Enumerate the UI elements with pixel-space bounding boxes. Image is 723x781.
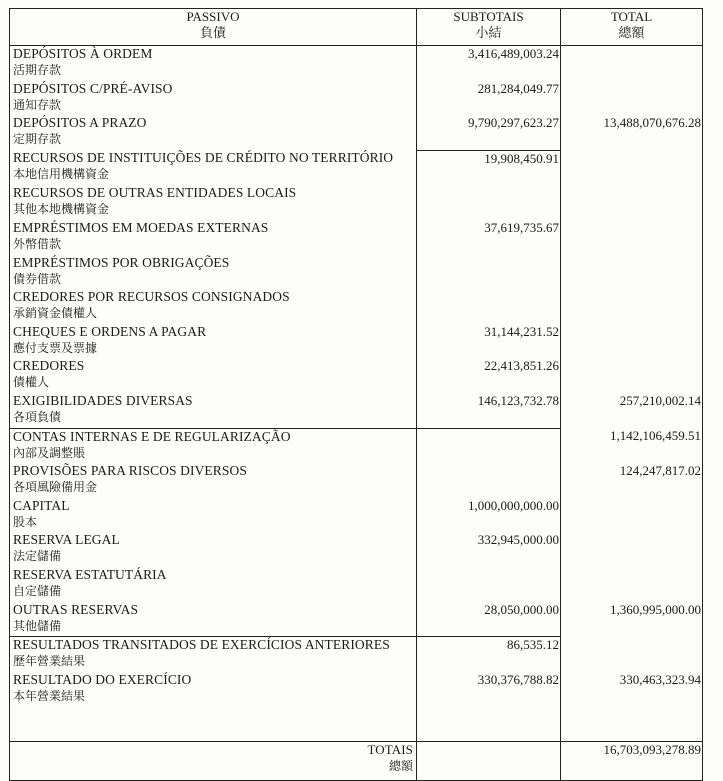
row-subtotal — [417, 185, 561, 220]
row-label-pt: CREDORES POR RECURSOS CONSIGNADOS — [13, 289, 290, 305]
row-label-zh: 各項負債 — [13, 409, 62, 424]
row-label-zh: 法定儲備 — [13, 549, 62, 564]
subtotal-value: 281,284,049.77 — [477, 80, 559, 96]
table-row — [10, 463, 703, 498]
row-label — [10, 428, 417, 463]
row-label-pt: RESERVA ESTATUTÁRIA — [13, 566, 167, 582]
subtotal-value: 22,413,851.26 — [484, 358, 559, 374]
row-label-pt: RECURSOS DE INSTITUIÇÕES DE CRÉDITO NO TERRITÓRIO — [13, 150, 394, 166]
row-total — [561, 46, 703, 81]
table-row — [10, 428, 703, 463]
row-total — [561, 567, 703, 602]
row-label-zh: 本地信用機構資金 — [13, 167, 110, 182]
row-label — [10, 220, 417, 255]
spacer-row — [10, 706, 703, 741]
row-subtotal — [417, 220, 561, 255]
row-total — [561, 637, 703, 672]
table-row — [10, 115, 703, 150]
row-label-zh: 本年營業結果 — [13, 688, 86, 703]
row-label-zh: 外幣借款 — [13, 236, 62, 251]
row-label-zh: 通知存款 — [13, 97, 62, 112]
subtotal-value: 1,000,000,000.00 — [468, 497, 559, 513]
row-subtotal — [417, 637, 561, 672]
row-total — [561, 150, 703, 185]
header-subtotais-pt: SUBTOTAIS — [453, 9, 524, 24]
row-label — [10, 46, 417, 81]
row-total — [561, 255, 703, 290]
subtotal-value: 31,144,231.52 — [484, 323, 559, 339]
row-label-zh: 自定儲備 — [13, 583, 62, 598]
row-total — [561, 220, 703, 255]
table-row — [10, 185, 703, 220]
subtotal-value: 3,416,489,003.24 — [468, 46, 559, 61]
table-row — [10, 637, 703, 672]
row-subtotal — [417, 498, 561, 533]
table-row — [10, 289, 703, 324]
header-total-pt: TOTAL — [610, 9, 653, 24]
table-row — [10, 46, 703, 81]
total-value: 330,463,323.94 — [619, 671, 701, 687]
row-subtotal — [417, 115, 561, 150]
subtotal-value: 146,123,732.78 — [477, 392, 559, 408]
totals-label-pt: TOTAIS — [367, 741, 413, 757]
row-label-pt: CHEQUES E ORDENS A PAGAR — [13, 323, 207, 339]
row-total — [561, 115, 703, 150]
subtotal-value: 19,908,450.91 — [484, 150, 559, 166]
row-label — [10, 324, 417, 359]
header-total — [561, 9, 703, 46]
row-label-pt: EMPRÉSTIMOS POR OBRIGAÇÕES — [13, 254, 230, 270]
row-label-pt: RESERVA LEGAL — [13, 532, 120, 548]
header-passivo-zh: 負債 — [199, 25, 226, 40]
row-subtotal — [417, 463, 561, 498]
row-label-zh: 歷年營業結果 — [13, 654, 86, 669]
subtotal-value: 37,619,735.67 — [484, 219, 559, 235]
total-value: 257,210,002.14 — [619, 392, 701, 408]
row-label-pt: OUTRAS RESERVAS — [13, 601, 139, 617]
table-row — [10, 358, 703, 393]
row-total — [561, 428, 703, 463]
row-subtotal — [417, 81, 561, 116]
totals-label-zh: 總額 — [388, 758, 413, 773]
row-label — [10, 637, 417, 672]
row-subtotal — [417, 672, 561, 707]
row-label-pt: CREDORES — [13, 358, 85, 374]
total-value: 124,247,817.02 — [619, 463, 701, 479]
table-row — [10, 498, 703, 533]
row-label-pt: DEPÓSITOS À ORDEM — [13, 46, 153, 61]
row-label-pt: RESULTADOS TRANSITADOS DE EXERCÍCIOS ANTERIORES — [13, 637, 390, 653]
row-label-pt: DEPÓSITOS A PRAZO — [13, 115, 147, 131]
table-row — [10, 81, 703, 116]
row-label — [10, 672, 417, 707]
row-subtotal — [417, 255, 561, 290]
row-label — [10, 567, 417, 602]
table-row — [10, 567, 703, 602]
row-label-pt: RECURSOS DE OUTRAS ENTIDADES LOCAIS — [13, 185, 297, 201]
row-total — [561, 498, 703, 533]
row-label-zh: 各項風險備用金 — [13, 480, 98, 495]
table-row — [10, 393, 703, 428]
row-total — [561, 81, 703, 116]
row-label — [10, 185, 417, 220]
row-subtotal — [417, 358, 561, 393]
subtotal-value: 332,945,000.00 — [477, 532, 559, 548]
subtotal-value: 330,376,788.82 — [477, 671, 559, 687]
subtotal-value: 9,790,297,623.27 — [468, 115, 559, 131]
row-label — [10, 358, 417, 393]
totals-total-value: 16,703,093,278.89 — [603, 741, 701, 757]
header-subtotais — [417, 9, 561, 46]
table-row — [10, 255, 703, 290]
row-total — [561, 358, 703, 393]
header-passivo-pt: PASSIVO — [186, 9, 240, 24]
table-row — [10, 220, 703, 255]
row-total — [561, 602, 703, 637]
subtotal-value: 28,050,000.00 — [484, 601, 559, 617]
subtotal-value: 86,535.12 — [507, 637, 559, 653]
table-row — [10, 324, 703, 359]
row-total — [561, 672, 703, 707]
row-label-pt: CAPITAL — [13, 497, 70, 513]
row-label-zh: 承銷資金債權人 — [13, 306, 98, 321]
row-label-pt: RESULTADO DO EXERCÍCIO — [13, 671, 192, 687]
row-label-zh: 活期存款 — [13, 63, 62, 77]
header-subtotais-zh: 小結 — [475, 25, 502, 40]
table-row — [10, 532, 703, 567]
header-passivo — [10, 9, 417, 46]
row-label — [10, 81, 417, 116]
row-subtotal — [417, 324, 561, 359]
row-label — [10, 602, 417, 637]
row-subtotal — [417, 602, 561, 637]
row-label-pt: DEPÓSITOS C/PRÉ-AVISO — [13, 80, 173, 96]
row-label-zh: 股本 — [13, 514, 38, 529]
liabilities-table — [9, 8, 703, 781]
row-label — [10, 115, 417, 150]
row-subtotal — [417, 532, 561, 567]
row-total — [561, 463, 703, 498]
row-label — [10, 289, 417, 324]
row-label-zh: 內部及調整賬 — [13, 445, 86, 460]
total-value: 13,488,070,676.28 — [603, 115, 701, 131]
row-total — [561, 324, 703, 359]
row-subtotal — [417, 428, 561, 463]
row-label — [10, 532, 417, 567]
row-label — [10, 255, 417, 290]
row-total — [561, 289, 703, 324]
row-subtotal — [417, 46, 561, 81]
row-label-pt: EMPRÉSTIMOS EM MOEDAS EXTERNAS — [13, 219, 269, 235]
row-label-zh: 其他本地機構資金 — [13, 202, 110, 217]
table-row — [10, 602, 703, 637]
total-value: 1,360,995,000.00 — [610, 601, 701, 617]
row-total — [561, 393, 703, 428]
row-label-zh: 債券借款 — [13, 271, 62, 286]
row-label — [10, 150, 417, 185]
row-label-pt: PROVISÕES PARA RISCOS DIVERSOS — [13, 463, 247, 479]
row-label — [10, 498, 417, 533]
row-total — [561, 532, 703, 567]
table-row — [10, 150, 703, 185]
row-label-zh: 定期存款 — [13, 132, 62, 147]
row-label-zh: 其他儲備 — [13, 618, 62, 633]
row-subtotal — [417, 393, 561, 428]
row-label-zh: 應付支票及票據 — [13, 340, 98, 355]
header-total-zh: 總額 — [618, 25, 645, 40]
row-label-pt: CONTAS INTERNAS E DE REGULARIZAÇÃO — [13, 428, 291, 444]
row-total — [561, 185, 703, 220]
row-subtotal — [417, 567, 561, 602]
row-subtotal — [417, 150, 561, 185]
row-subtotal — [417, 289, 561, 324]
table-header-row — [10, 9, 703, 46]
table-row — [10, 672, 703, 707]
row-label-zh: 債權人 — [13, 375, 50, 390]
total-value: 1,142,106,459.51 — [610, 428, 701, 444]
row-label-pt: EXIGIBILIDADES DIVERSAS — [13, 392, 193, 408]
row-label — [10, 463, 417, 498]
row-label — [10, 393, 417, 428]
